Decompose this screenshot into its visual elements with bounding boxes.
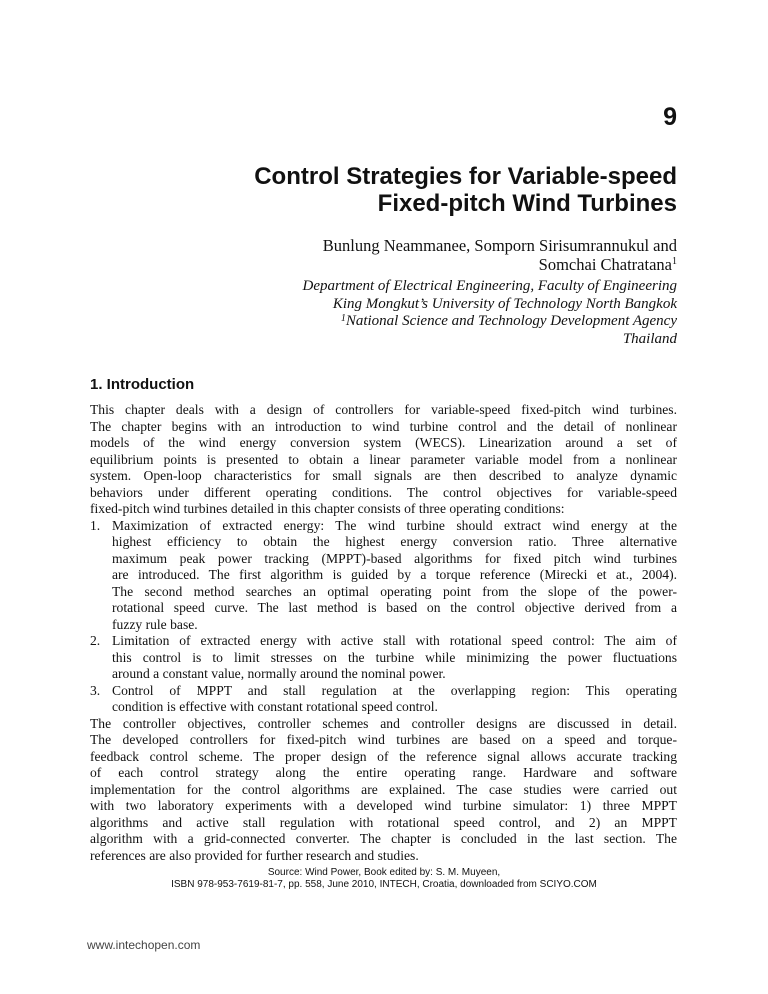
- text-line: algorithms and active stall regulation with rotational speed control, and 2) an MPPT: [90, 814, 677, 830]
- list-item: [90, 518, 677, 634]
- footer-url[interactable]: www.intechopen.com: [87, 938, 201, 952]
- affiliation-line: Thailand: [622, 330, 677, 347]
- text-line: Control of MPPT and stall regulation at the overlapping region: This operating: [112, 682, 677, 698]
- source-note: [0, 867, 768, 890]
- text-line: fixed-pitch wind turbines detailed in this chapter consists of three operating conditions:: [90, 501, 565, 517]
- list-item: [90, 683, 677, 716]
- text-line: maximum peak power tracking (MPPT)-based algorithms for fixed pitch wind turbines: [112, 550, 677, 566]
- source-line: ISBN 978-953-7619-81-7, pp. 558, June 2010, INTECH, Croatia, downloaded from SCIYO.COM: [171, 878, 597, 890]
- affiliations: [303, 278, 678, 348]
- text-line: highest efficiency to obtain the highest energy conversion ratio. Three alternative: [112, 534, 677, 550]
- chapter-title: [254, 163, 677, 217]
- footnote-marker: 1: [340, 313, 346, 325]
- section-heading: 1. Introduction: [90, 376, 195, 393]
- text-line: models of the wind energy conversion system (WECS). Linearization around a set of: [90, 435, 677, 451]
- text-line: behaviors under different operating conditions. The control objectives for variable-speed: [90, 484, 677, 500]
- text-line: system. Open-loop characteristics for small signals are then described to analyze dynamic: [90, 468, 677, 484]
- author-name: Somchai Chatratana: [538, 254, 672, 274]
- source-line: Source: Wind Power, Book edited by: S. M. Muyeen,: [267, 867, 501, 878]
- chapter-number: 9: [663, 103, 677, 131]
- authors-line: Bunlung Neammanee, Somporn Sirisumrannukul and: [322, 236, 677, 255]
- text-line: equilibrium points is presented to obtain a linear parameter variable model from a nonlinear: [90, 451, 677, 467]
- text-line: of each control strategy along the entire operating range. Hardware and software: [90, 765, 677, 781]
- paragraph: [90, 402, 677, 518]
- text-line: implementation for the control algorithms are explained. The case studies were carried out: [90, 781, 677, 797]
- paragraph: [90, 716, 677, 865]
- affiliation-line: [303, 313, 678, 331]
- text-line: algorithm with a grid-connected converter. The chapter is concluded in the last section. The: [90, 831, 677, 847]
- text-line: This chapter deals with a design of controllers for variable-speed fixed-pitch wind turbines.: [90, 402, 677, 417]
- affiliation-line: King Mongkut’s University of Technology North Bangkok: [332, 295, 677, 312]
- affiliation-text: National Science and Technology Development Agency: [345, 313, 677, 330]
- affiliation-line: Department of Electrical Engineering, Faculty of Engineering: [302, 278, 677, 294]
- authors: [323, 237, 677, 274]
- list-number: 2.: [90, 633, 101, 649]
- text-line: fuzzy rule base.: [112, 616, 198, 632]
- authors-line: [323, 256, 677, 275]
- text-line: this control is to limit stresses on the turbine while minimizing the power fluctuations: [112, 649, 677, 665]
- list-number: 3.: [90, 682, 101, 698]
- text-line: around a constant value, normally around the nominal power.: [112, 666, 446, 682]
- text-line: Limitation of extracted energy with active stall with rotational speed control: The aim of: [112, 633, 677, 649]
- footnote-marker: 1: [672, 255, 677, 267]
- text-line: are introduced. The first algorithm is guided by a torque reference (Mirecki et at., 2004).: [112, 567, 677, 583]
- list-item: [90, 633, 677, 683]
- text-line: Maximization of extracted energy: The wind turbine should extract wind energy at the: [112, 517, 677, 533]
- text-line: feedback control scheme. The proper design of the reference signal allows accurate tracking: [90, 748, 677, 764]
- text-line: The controller objectives, controller schemes and controller designs are discussed in detail.: [90, 715, 677, 731]
- text-line: references are also provided for further research and studies.: [90, 847, 419, 863]
- text-line: The developed controllers for fixed-pitch wind turbines are based on a speed and torque-: [90, 732, 677, 748]
- title-line: Control Strategies for Variable-speed: [254, 163, 677, 190]
- text-line: The second method searches an optimal operating point from the slope of the power-: [112, 583, 677, 599]
- text-line: with two laboratory experiments with a developed wind turbine simulator: 1) three MPPT: [90, 798, 677, 814]
- text-line: condition is effective with constant rotational speed control.: [112, 699, 438, 715]
- list-number: 1.: [90, 517, 101, 533]
- text-line: The chapter begins with an introduction to wind turbine control and the detail of nonlinear: [90, 418, 677, 434]
- title-line: Fixed-pitch Wind Turbines: [377, 190, 677, 217]
- body-text: [90, 402, 677, 864]
- text-line: rotational speed curve. The last method is based on the control objective derived from a: [112, 600, 677, 616]
